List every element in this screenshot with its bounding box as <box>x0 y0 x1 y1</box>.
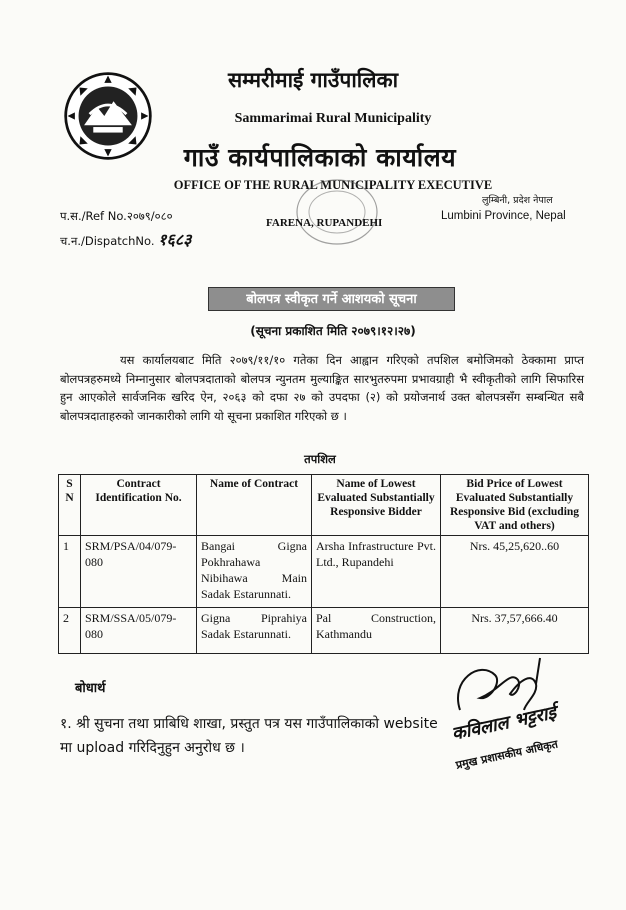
header-contract-id: Contract Identification No. <box>81 475 197 536</box>
cell-bidder: Pal Construction, Kathmandu <box>312 608 441 654</box>
cc-note: १. श्री सुचना तथा प्राबिधि शाखा, प्रस्तुत पत्र यस गाउँपालिकाको website मा upload गरिदिनुहुन अनुरोध छ । <box>60 716 438 756</box>
office-name-np: गाउँ कार्यपालिकाको कार्यालय <box>183 143 457 172</box>
cell-bid-price: Nrs. 45,25,620..60 <box>441 536 589 608</box>
header-contract-name: Name of Contract <box>197 475 312 536</box>
cell-contract-id: SRM/PSA/04/079-080 <box>81 536 197 608</box>
signatory-post: प्रमुख प्रशासकीय अधिकृत <box>454 737 560 772</box>
cell-contract-name: Gigna Piprahiya Sadak Estarunnati. <box>197 608 312 654</box>
cell-contract-name: Bangai Gigna Pokhrahawa Nibihawa Main Sadak Estarunnati. <box>197 536 312 608</box>
published-date: (सूचना प्रकाशित मिति २०७९।१२।२७) <box>250 324 416 338</box>
table-title: तपशिल <box>304 452 336 466</box>
municipality-name-np: सम्मरीमाई गाउँपालिका <box>227 68 399 92</box>
header-bid-price: Bid Price of Lowest Evaluated Substantially Responsive Bid (excluding VAT and others) <box>441 475 589 536</box>
header-sn: S N <box>59 475 81 536</box>
notice-banner: बोलपत्र स्वीकृत गर्ने आशयको सूचना <box>208 287 455 311</box>
cell-sn: 2 <box>59 608 81 654</box>
cc-heading: बोधार्थ <box>75 681 106 696</box>
dispatch-number-value: १६८३ <box>158 230 192 249</box>
notice-body: यस कार्यालयबाट मिति २०७९/११/१० गतेका दिन आह्वान गरिएको तपशिल बमोजिमको ठेक्कामा प्राप्त बोलपत्रहरुमध्ये निम्नानुसार बोलपत्रदाताको बोलपत्र न्युनतम मुल्याङ्कित सारभुतरुपमा प्रभावग्राही भै स्वीकृतीको लागि सिफारिस हुन आएकोले सार्वजनिक खरिद ऐन, २०६३ को दफा २७ को उपदफा (२) को प्रयोजनार्थ उक्त बोलपत्रसँग सम्बन्धित सबै बोलपत्रदाताहरुको जानकारीको लागि यो सूचना प्रकाशित गरिएको छ । <box>60 353 584 423</box>
office-address: FARENA, RUPANDEHI <box>266 217 383 229</box>
header-bidder: Name of Lowest Evaluated Substantially Responsive Bidder <box>312 475 441 536</box>
province-en: Lumbini Province, Nepal <box>441 210 566 222</box>
cell-contract-id: SRM/SSA/05/079-080 <box>81 608 197 654</box>
table-row <box>59 608 589 654</box>
cell-bidder: Arsha Infrastructure Pvt. Ltd., Rupandehi <box>312 536 441 608</box>
signatory-name: कविलाल भट्टराई <box>449 702 559 745</box>
office-stamp <box>292 176 382 248</box>
cell-bid-price: Nrs. 37,57,666.40 <box>441 608 589 654</box>
bid-table <box>58 474 589 654</box>
reference-number: प.स./Ref No.२०७९/०८० <box>60 209 173 223</box>
municipality-name-en: Sammarimai Rural Municipality <box>234 111 432 126</box>
province-np: लुम्बिनी, प्रदेश नेपाल <box>482 195 553 206</box>
table-header-row <box>59 475 589 536</box>
office-name-en: OFFICE OF THE RURAL MUNICIPALITY EXECUTIVE <box>173 178 493 192</box>
cell-sn: 1 <box>59 536 81 608</box>
dispatch-number: च.न./DispatchNo. १६८३ <box>60 230 192 249</box>
table-row <box>59 536 589 608</box>
